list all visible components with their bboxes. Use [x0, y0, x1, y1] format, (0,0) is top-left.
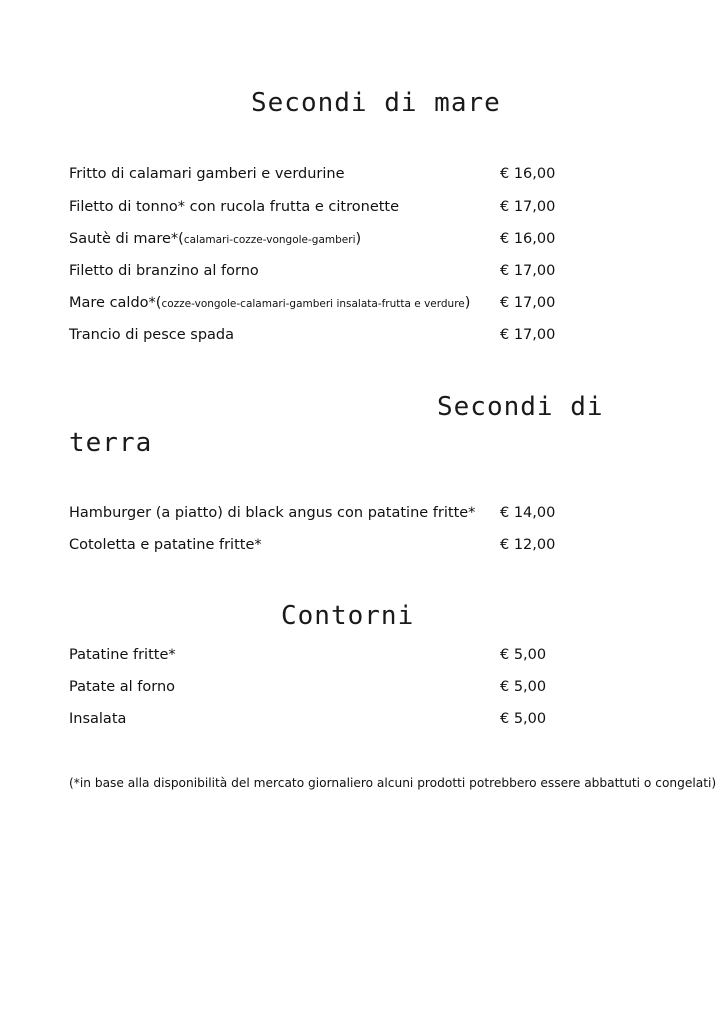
item-name-main: Sautè di mare*(	[69, 231, 184, 247]
item-name	[69, 292, 470, 315]
menu-item	[69, 292, 569, 314]
menu-item	[69, 260, 569, 282]
item-price: € 17,00	[500, 295, 556, 311]
item-name: Filetto di branzino al forno	[69, 263, 259, 279]
item-name: Patate al forno	[69, 679, 176, 695]
item-price: € 14,00	[500, 505, 556, 521]
section-title-contorni: Contorni	[281, 601, 415, 631]
menu-item	[69, 534, 569, 556]
menu-item	[69, 676, 569, 698]
menu-item	[69, 644, 569, 666]
menu-item	[69, 196, 569, 218]
item-price: € 5,00	[500, 647, 547, 663]
item-name: Trancio di pesce spada	[69, 327, 235, 343]
item-name: Hamburger (a piatto) di black angus con patatine fritte*	[69, 505, 476, 521]
section-title-terra-line1: Secondi di	[437, 392, 604, 422]
item-detail: cozze-vongole-calamari-gamberi insalata-frutta e verdure	[161, 298, 465, 310]
menu-item	[69, 708, 569, 730]
item-name: Filetto di tonno* con rucola frutta e citronette	[69, 199, 400, 215]
item-price: € 17,00	[500, 327, 556, 343]
menu-item	[69, 502, 569, 524]
item-name-main: Mare caldo*(	[69, 295, 162, 311]
item-close: )	[355, 231, 362, 247]
item-price: € 17,00	[500, 263, 556, 279]
menu-item	[69, 228, 569, 250]
item-close: )	[464, 295, 471, 311]
item-price: € 16,00	[500, 166, 556, 182]
item-price: € 5,00	[500, 679, 547, 695]
item-name: Cotoletta e patatine fritte*	[69, 537, 262, 553]
section-title-terra-line2: terra	[69, 428, 153, 458]
item-price: € 12,00	[500, 537, 556, 553]
item-price: € 5,00	[500, 711, 547, 727]
footnote: (*in base alla disponibilità del mercato giornaliero alcuni prodotti potrebbero essere abbattuti o congelati)	[69, 776, 717, 790]
item-detail: calamari-cozze-vongole-gamberi	[183, 234, 356, 246]
menu-item	[69, 163, 569, 185]
item-name	[69, 228, 361, 251]
section-title-mare: Secondi di mare	[251, 88, 501, 118]
item-name: Fritto di calamari gamberi e verdurine	[69, 166, 345, 182]
item-price: € 17,00	[500, 199, 556, 215]
menu-item	[69, 324, 569, 346]
item-name: Insalata	[69, 711, 127, 727]
item-name: Patatine fritte*	[69, 647, 176, 663]
item-price: € 16,00	[500, 231, 556, 247]
